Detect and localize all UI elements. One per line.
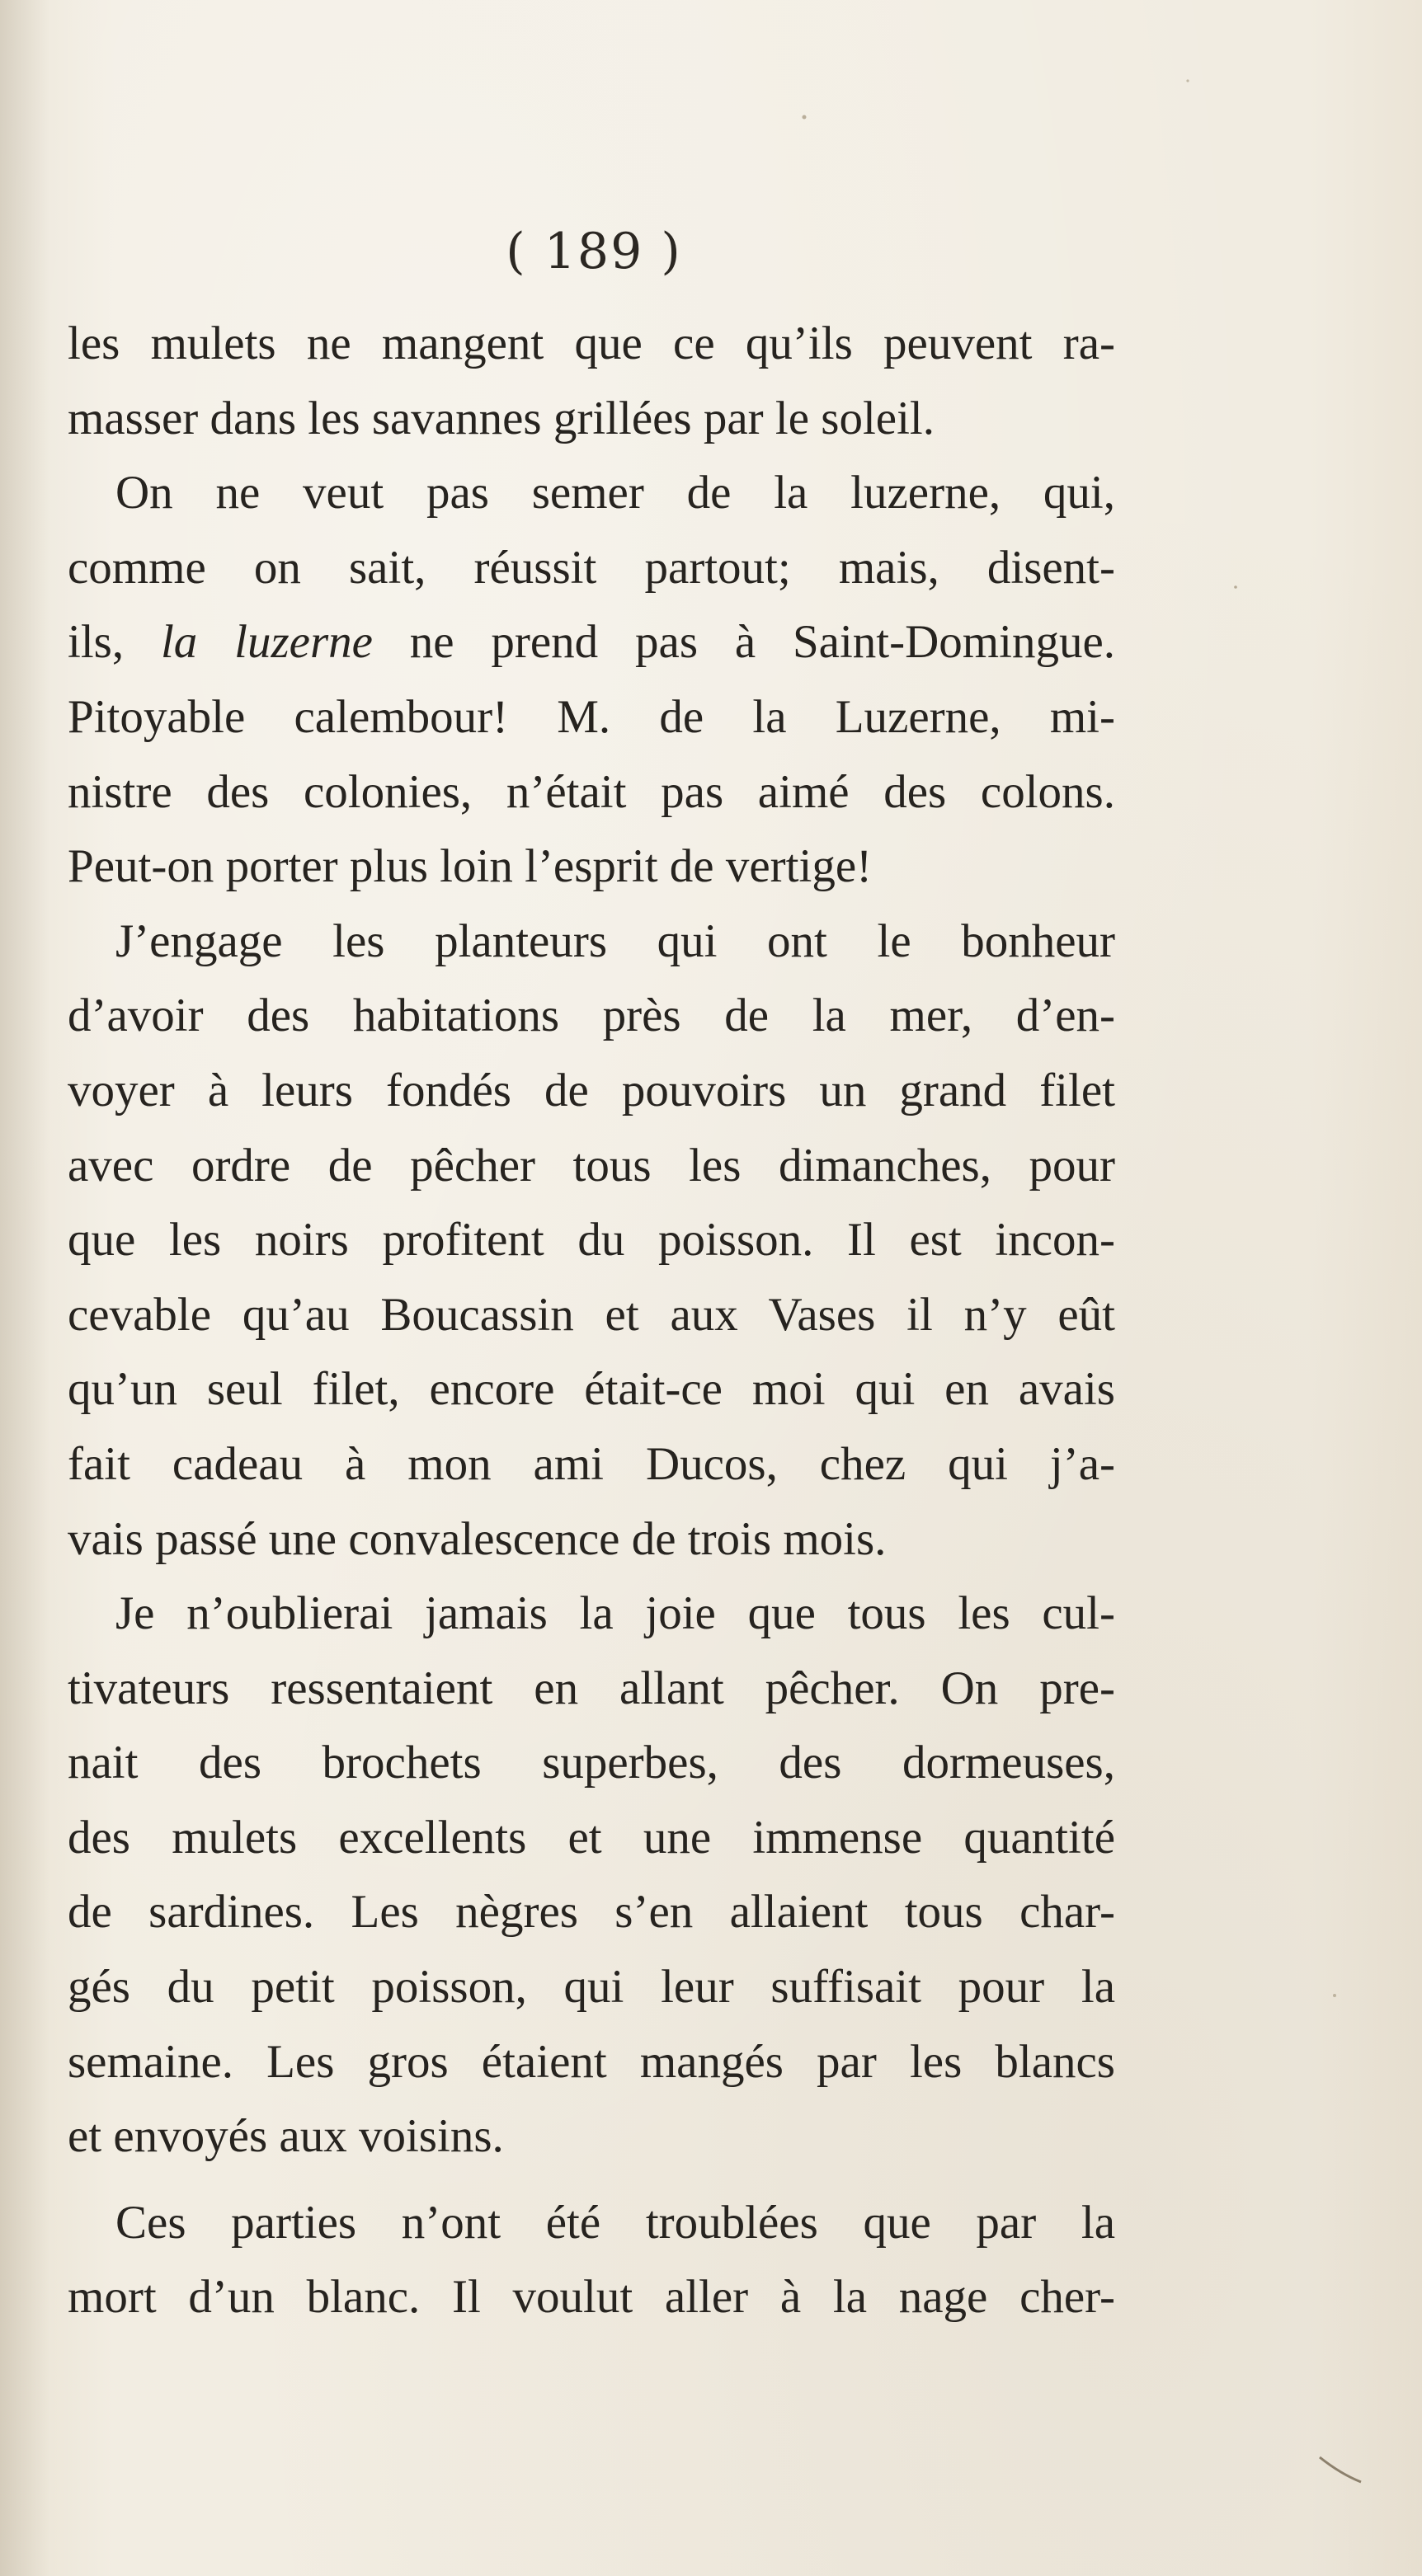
text-line: Je n’oublierai jamais la joie que tous les cul- [115, 1587, 1115, 1640]
text-line: voyer à leurs fondés de pouvoirs un grand filet [68, 1064, 1115, 1116]
text-line-suffix: ne prend pas à Saint-Domingue. [372, 616, 1115, 669]
text-line: de sardines. Les nègres s’en allaient tous char- [68, 1886, 1115, 1939]
text-line: cevable qu’au Boucassin et aux Vases il n’y eût [68, 1288, 1115, 1341]
text-line: masser dans les savannes grillées par le soleil. [68, 392, 935, 444]
text-line: fait cadeau à mon ami Ducos, chez qui j’a- [68, 1437, 1115, 1490]
text-line: nait des brochets superbes, des dormeuses, [68, 1737, 1115, 1789]
text-line: des mulets excellents et une immense quantité [68, 1811, 1115, 1864]
body-text [68, 307, 1115, 2335]
text-line: mort d’un blanc. Il voulut aller à la nage cher- [68, 2271, 1115, 2324]
text-line: Pitoyable calembour! M. de la Luzerne, mi- [68, 690, 1115, 743]
page-number: ( 189 ) [506, 223, 682, 280]
text-line: tivateurs ressentaient en allant pêcher. On pre- [68, 1662, 1115, 1714]
text-line: vais passé une convalescence de trois mois. [68, 1512, 887, 1565]
text-line: gés du petit poisson, qui leur suffisait pour la [68, 1961, 1115, 2014]
text-line: Ces parties n’ont été troublées que par la [115, 2196, 1115, 2249]
text-line-with-italic [68, 605, 1115, 680]
text-line: On ne veut pas semer de la luzerne, qui, [115, 467, 1115, 519]
text-line: et envoyés aux voisins. [68, 2110, 504, 2163]
speck [1186, 79, 1189, 82]
text-line: d’avoir des habitations près de la mer, d’en- [68, 990, 1115, 1042]
paragraph-gap [68, 2174, 1115, 2186]
italic-phrase: la luzerne [160, 616, 373, 669]
speck [1333, 1994, 1336, 1997]
text-line: Peut-on porter plus loin l’esprit de vertige! [68, 840, 873, 893]
text-line: avec ordre de pêcher tous les dimanches, pour [68, 1139, 1115, 1192]
edge-mark [1320, 2457, 1361, 2482]
text-line: les mulets ne mangent que ce qu’ils peuvent ra- [68, 317, 1115, 369]
text-line: qu’un seul filet, encore était-ce moi qui en avais [68, 1363, 1115, 1416]
page-gutter-shadow [0, 0, 49, 2576]
text-line: J’engage les planteurs qui ont le bonheur [115, 914, 1115, 967]
text-line: que les noirs profitent du poisson. Il est incon- [68, 1214, 1115, 1267]
text-line: comme on sait, réussit partout; mais, disent- [68, 541, 1115, 594]
speck [803, 115, 807, 120]
text-line: nistre des colonies, n’était pas aimé des colons. [68, 765, 1115, 818]
speck [1234, 585, 1237, 589]
text-line-prefix: ils, [68, 616, 161, 669]
text-line: semaine. Les gros étaient mangés par les blancs [68, 2035, 1115, 2088]
